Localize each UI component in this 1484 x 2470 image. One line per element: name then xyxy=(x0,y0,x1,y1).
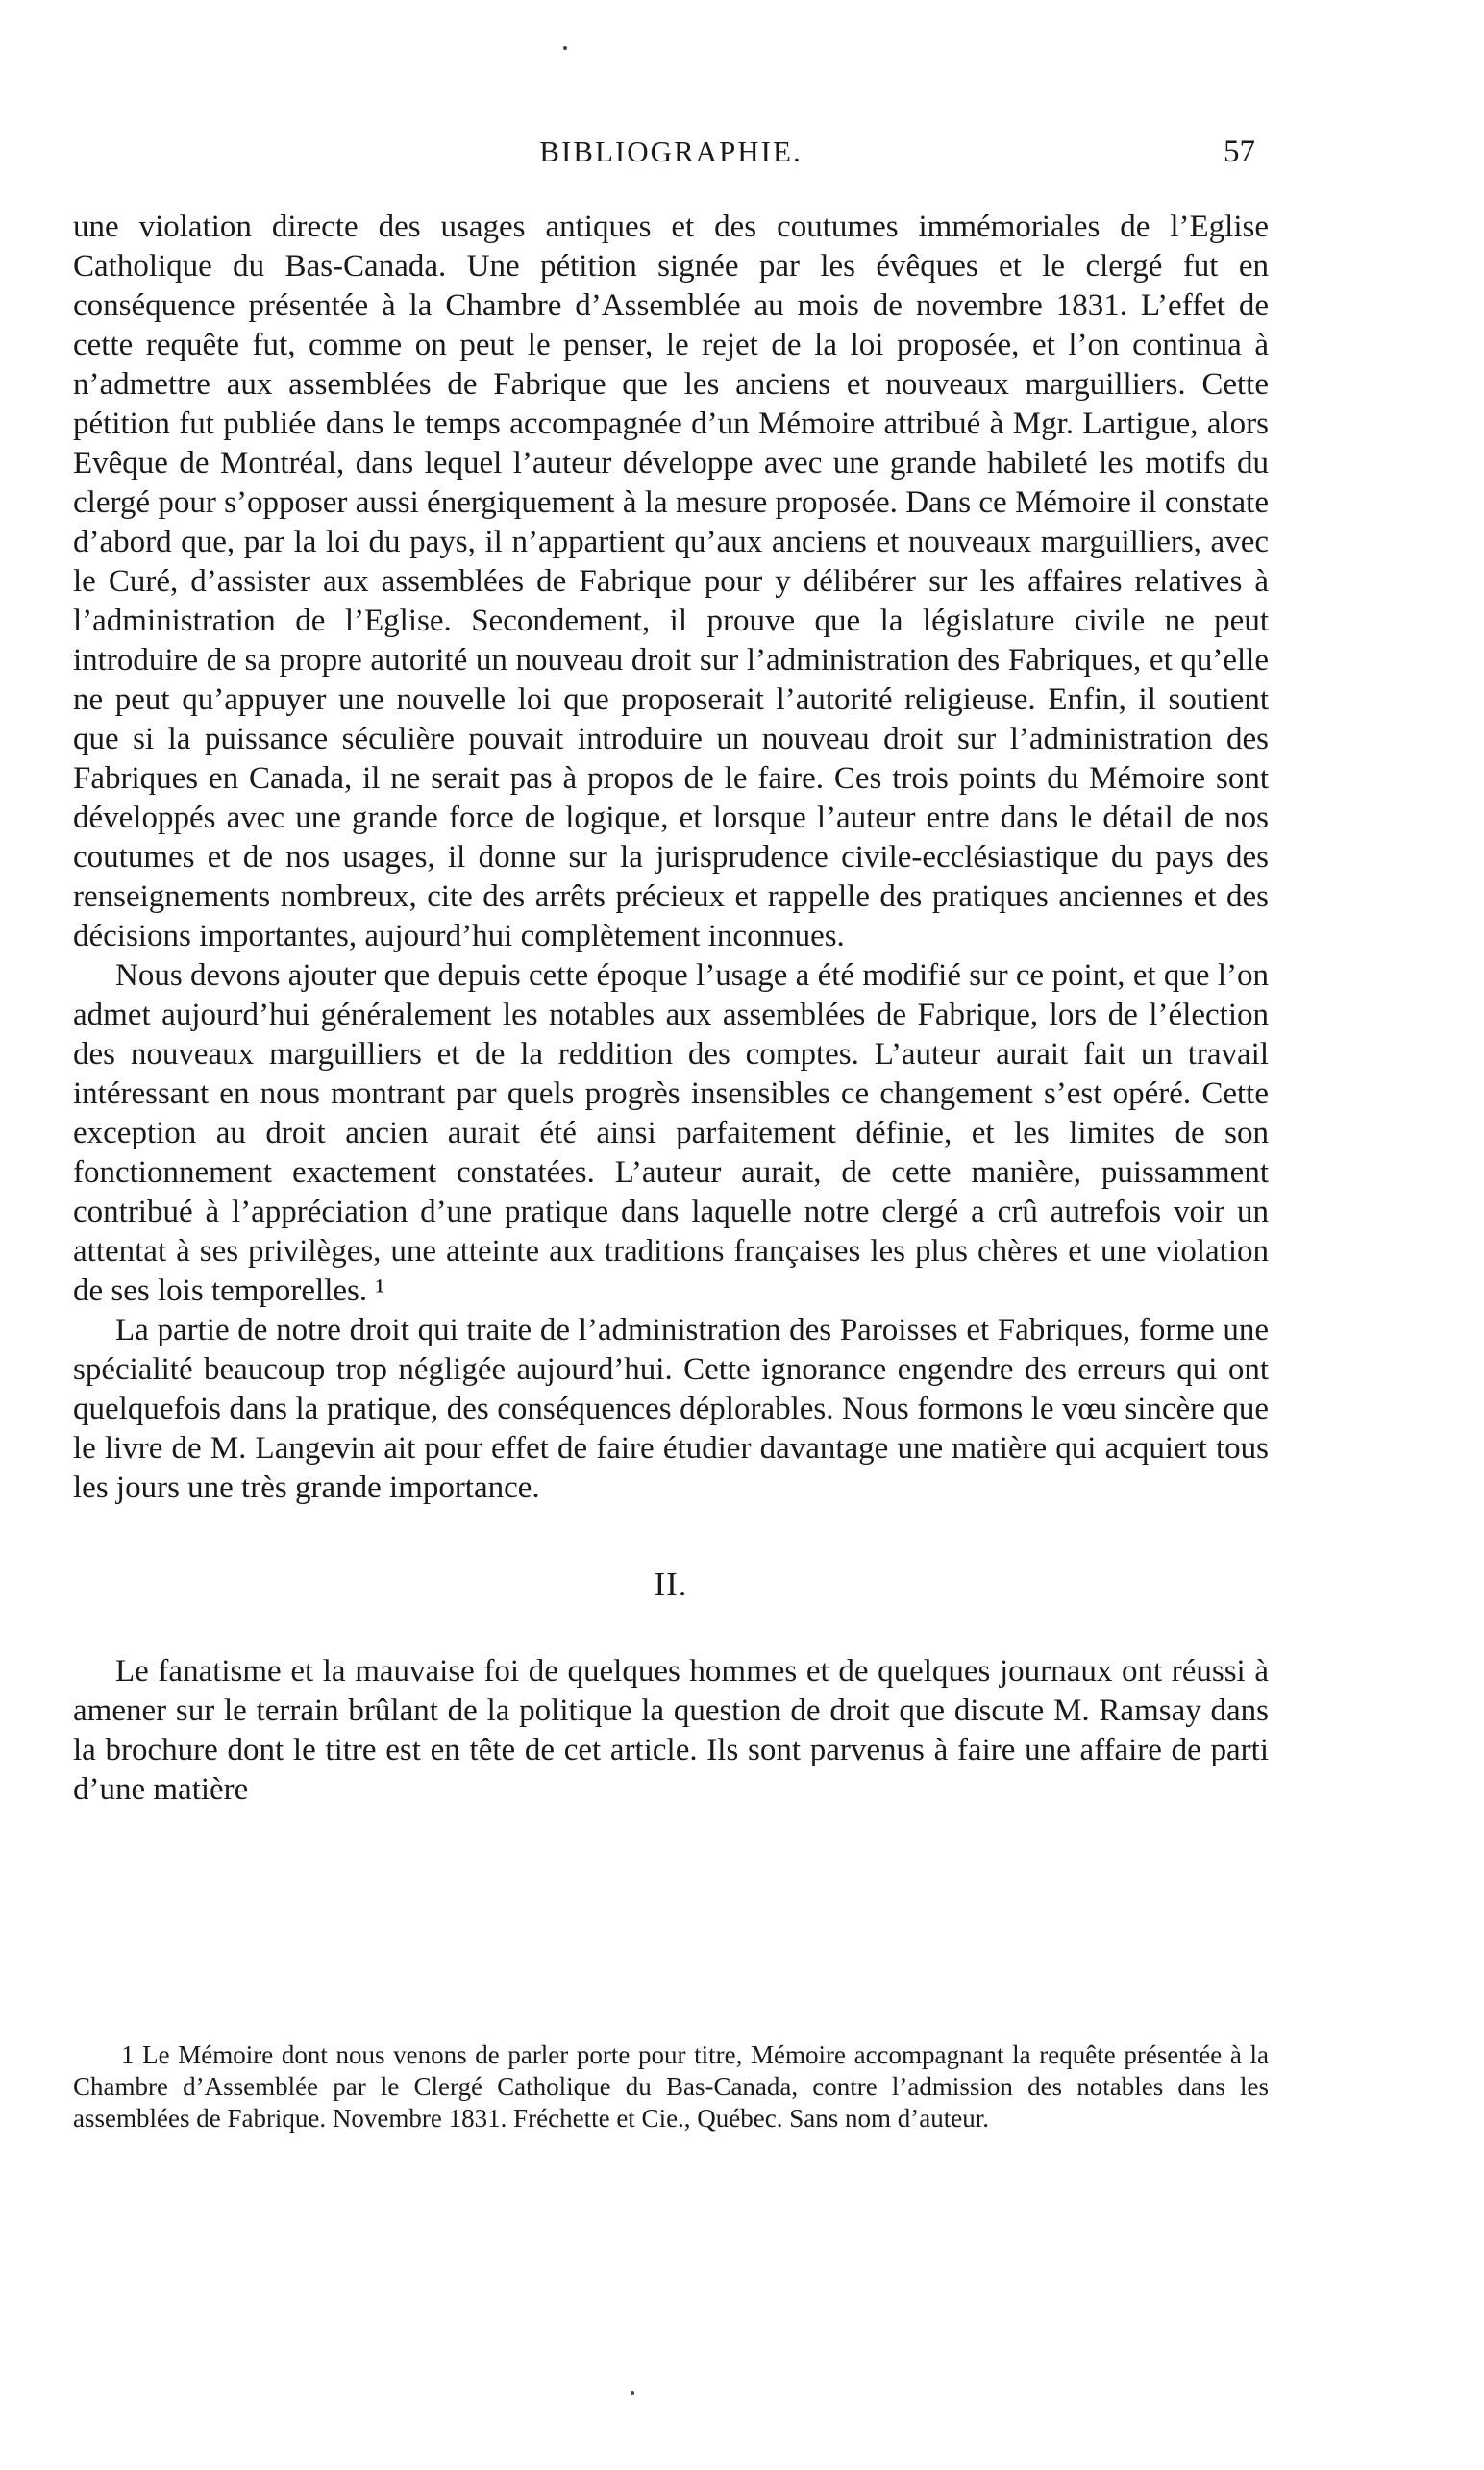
paragraph: Nous devons ajouter que depuis cette époque l’usage a été modifié sur ce point, et que l’on admet aujourd’hui généralement les notables aux assemblées de Fabrique, lors de l’élection des nouveaux marguilliers et de la reddition des comptes. L’auteur aurait fait un travail intéressant en nous montrant par quels progrès insensibles ce changement s’est opéré. Cette exception au droit ancien aurait été ainsi parfaitement définie, et les limites de son fonctionnement exactement constatées. L’auteur aurait, de cette manière, puissamment contribué à l’appréciation d’une pratique dans laquelle notre clergé a crû autrefois voir un attentat à ses privilèges, une atteinte aux traditions françaises les plus chères et une violation de ses lois temporelles. ¹ xyxy=(73,958,1269,1308)
running-title: BIBLIOGRAPHIE. xyxy=(539,135,803,168)
book-page xyxy=(73,0,1269,2470)
paragraph-continued: une violation directe des usages antiques et des coutumes immémoriales de l’Eglise Catholique du Bas-Canada. Une pétition signée par les évêques et le clergé fut en conséquence présentée à la Chambre d’Assemblée au mois de novembre 1831. L’effet de cette requête fut, comme on peut le penser, le rejet de la loi proposée, et l’on continua à n’admettre aux assemblées de Fabrique que les anciens et nouveaux marguilliers. Cette pétition fut publiée dans le temps accompagnée d’un Mémoire attribué à Mgr. Lartigue, alors Evêque de Montréal, dans lequel l’auteur développe avec une grande habileté les motifs du clergé pour s’opposer aussi énergiquement à la mesure proposée. Dans ce Mémoire il constate d’abord que, par la loi du pays, il n’appartient qu’aux anciens et nouveaux marguilliers, avec le Curé, d’assister aux assemblées de Fabrique pour y délibérer sur les affaires relatives à l’administration de l’Eglise. Secondement, il prouve que la législature civile ne peut introduire de sa propre autorité un nouveau droit sur l’administration des Fabriques, et qu’elle ne peut qu’appuyer une nouvelle loi que proposerait l’autorité religieuse. Enfin, il soutient que si la puissance séculière pouvait introduire un nouveau droit sur l’administration des Fabriques en Canada, il ne serait pas à propos de le faire. Ces trois points du Mémoire sont développés avec une grande force de logique, et lorsque l’auteur entre dans le détail de nos coutumes et de nos usages, il donne sur la jurisprudence civile-ecclésiastique du pays des renseignements nombreux, cite des arrêts précieux et rappelle des pratiques anciennes et des décisions importantes, aujourd’hui complètement inconnues. xyxy=(73,210,1269,953)
section-heading: II. xyxy=(654,1566,688,1603)
print-speck xyxy=(631,2391,634,2395)
section-paragraph: Le fanatisme et la mauvaise foi de quelques hommes et de quelques journaux ont réussi à amener sur le terrain brûlant de la politique la question de droit que discute M. Ramsay dans la brochure dont le titre est en tête de cet article. Ils sont parvenus à faire une affaire de parti d’une matière xyxy=(73,1654,1269,1807)
page-number: 57 xyxy=(1224,135,1255,169)
footnote-text: 1 Le Mémoire dont nous venons de parler porte pour titre, Mémoire accompagnant la requête présentée à la Chambre d’Assemblée par le Clergé Catholique du Bas-Canada, contre l’admission des notables dans les assemblées de Fabrique. Novembre 1831. Fréchette et Cie., Québec. Sans nom d’auteur. xyxy=(73,2040,1269,2133)
paragraph: La partie de notre droit qui traite de l’administration des Paroisses et Fabriques, forme une spécialité beaucoup trop négligée aujourd’hui. Cette ignorance engendre des erreurs qui ont quelquefois dans la pratique, des conséquences déplorables. Nous formons le vœu sincère que le livre de M. Langevin ait pour effet de faire étudier davantage une matière qui acquiert tous les jours une très grande importance. xyxy=(73,1313,1269,1505)
page-header xyxy=(73,135,1269,183)
body-text xyxy=(73,208,1269,1810)
print-speck xyxy=(563,46,567,50)
footnote xyxy=(73,2039,1269,2135)
